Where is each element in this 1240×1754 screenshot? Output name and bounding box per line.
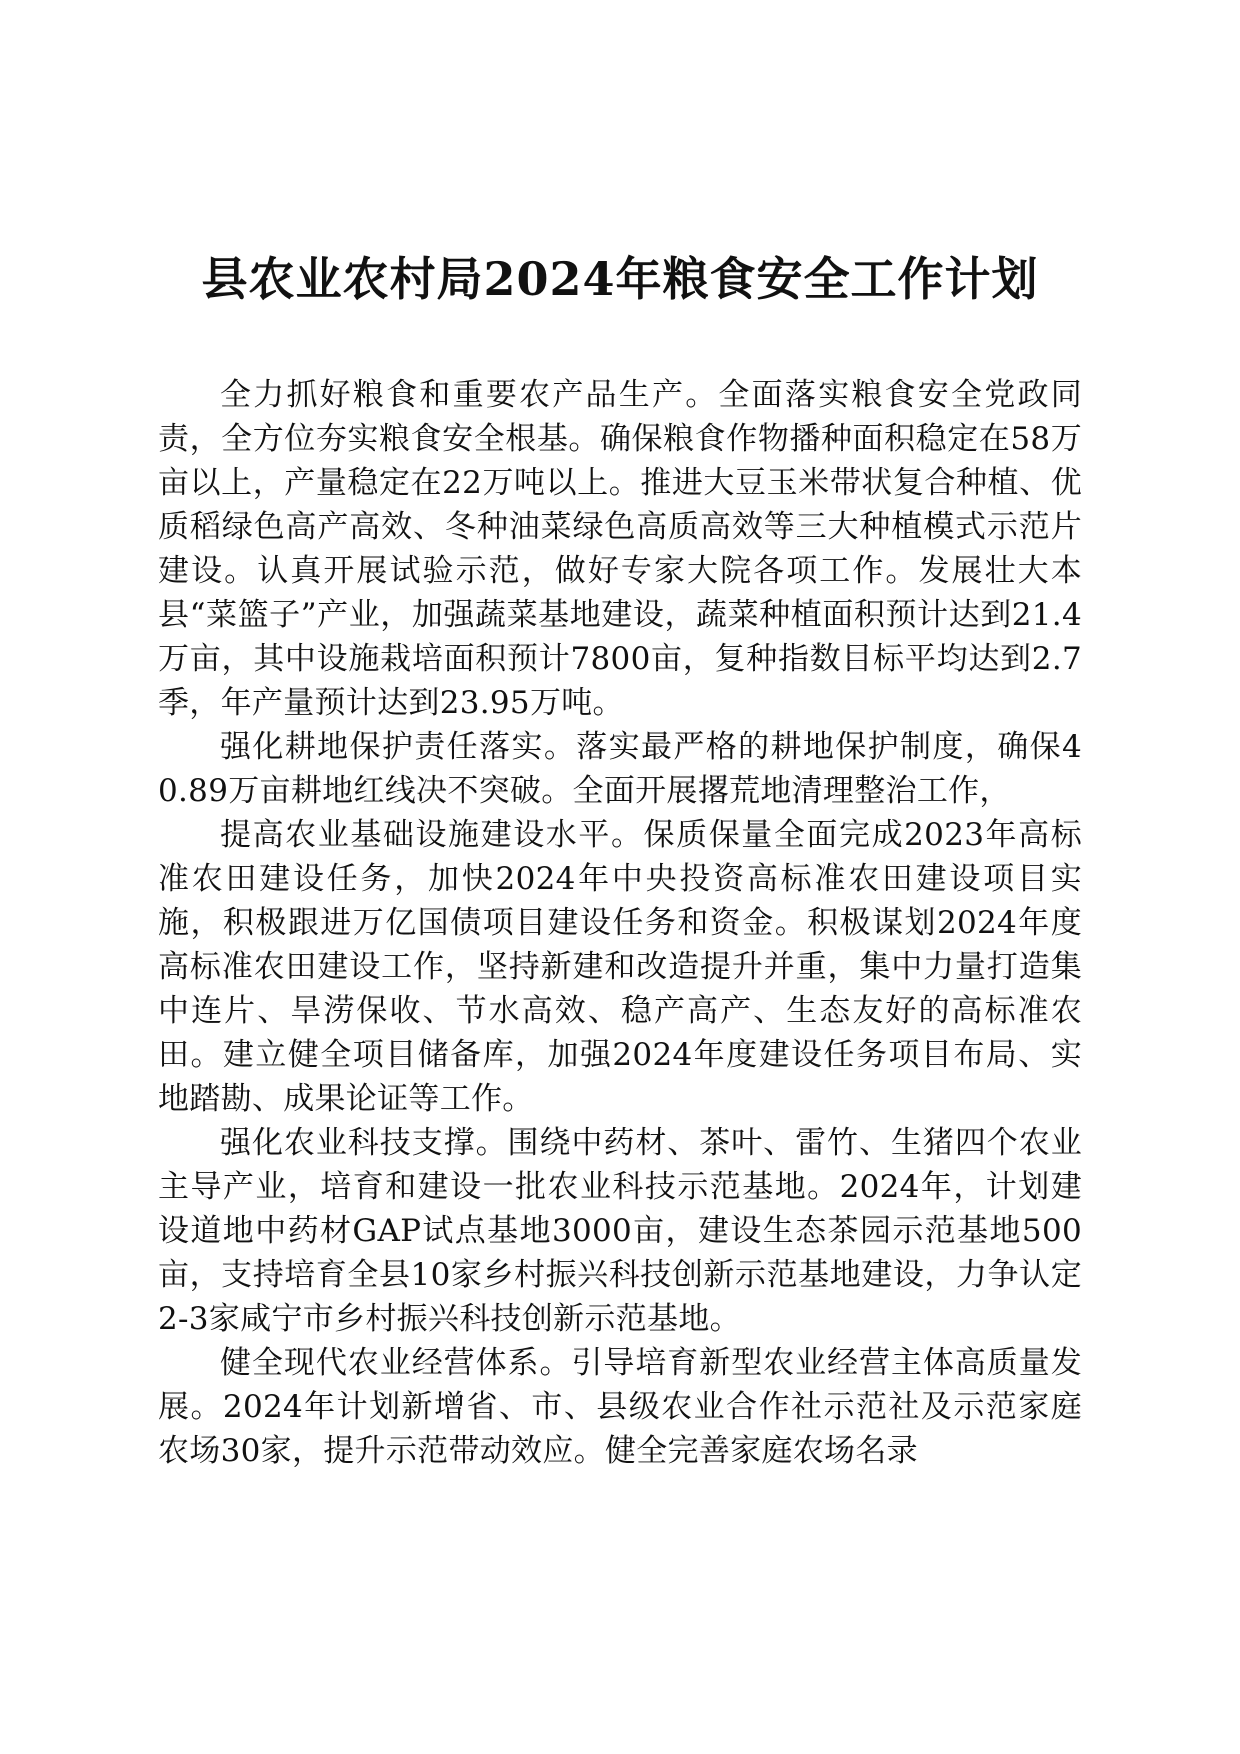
paragraph-grain-production: 全力抓好粮食和重要农产品生产。全面落实粮食安全党政同责，全方位夯实粮食安全根基。确保粮食作物播种面积稳定在58万亩以上，产量稳定在22万吨以上。推进大豆玉米带状复合种植、优质稻绿色高产高效、冬种油菜绿色高质高效等三大种植模式示范片建设。认真开展试验示范，做好专家大院各项工作。发展壮大本县“菜篮子”产业，加强蔬菜基地建设，蔬菜种植面积预计达到21.4万亩，其中设施栽培面积预计7800亩，复种指数目标平均达到2.7季，年产量预计达到23.95万吨。 xyxy=(158,377,1082,721)
document-body xyxy=(158,373,1082,1473)
paragraph-infrastructure: 提高农业基础设施建设水平。保质保量全面完成2023年高标准农田建设任务，加快2024年中央投资高标准农田建设项目实施，积极跟进万亿国债项目建设任务和资金。积极谋划2024年度高标准农田建设工作，坚持新建和改造提升并重，集中力量打造集中连片、旱涝保收、节水高效、稳产高产、生态友好的高标准农田。建立健全项目储备库，加强2024年度建设任务项目布局、实地踏勘、成果论证等工作。 xyxy=(158,817,1082,1117)
paragraph-technology-support: 强化农业科技支撑。围绕中药材、茶叶、雷竹、生猪四个农业主导产业，培育和建设一批农业科技示范基地。2024年，计划建设道地中药材GAP试点基地3000亩，建设生态茶园示范基地500亩，支持培育全县10家乡村振兴科技创新示范基地建设，力争认定2-3家咸宁市乡村振兴科技创新示范基地。 xyxy=(158,1125,1082,1337)
paragraph-farmland-protection: 强化耕地保护责任落实。落实最严格的耕地保护制度，确保40.89万亩耕地红线决不突破。全面开展撂荒地清理整治工作， xyxy=(158,729,1082,809)
paragraph-management-system: 健全现代农业经营体系。引导培育新型农业经营主体高质量发展。2024年计划新增省、市、县级农业合作社示范社及示范家庭农场30家，提升示范带动效应。健全完善家庭农场名录 xyxy=(158,1345,1082,1469)
document-title: 县农业农村局2024年粮食安全工作计划 xyxy=(201,252,1039,306)
